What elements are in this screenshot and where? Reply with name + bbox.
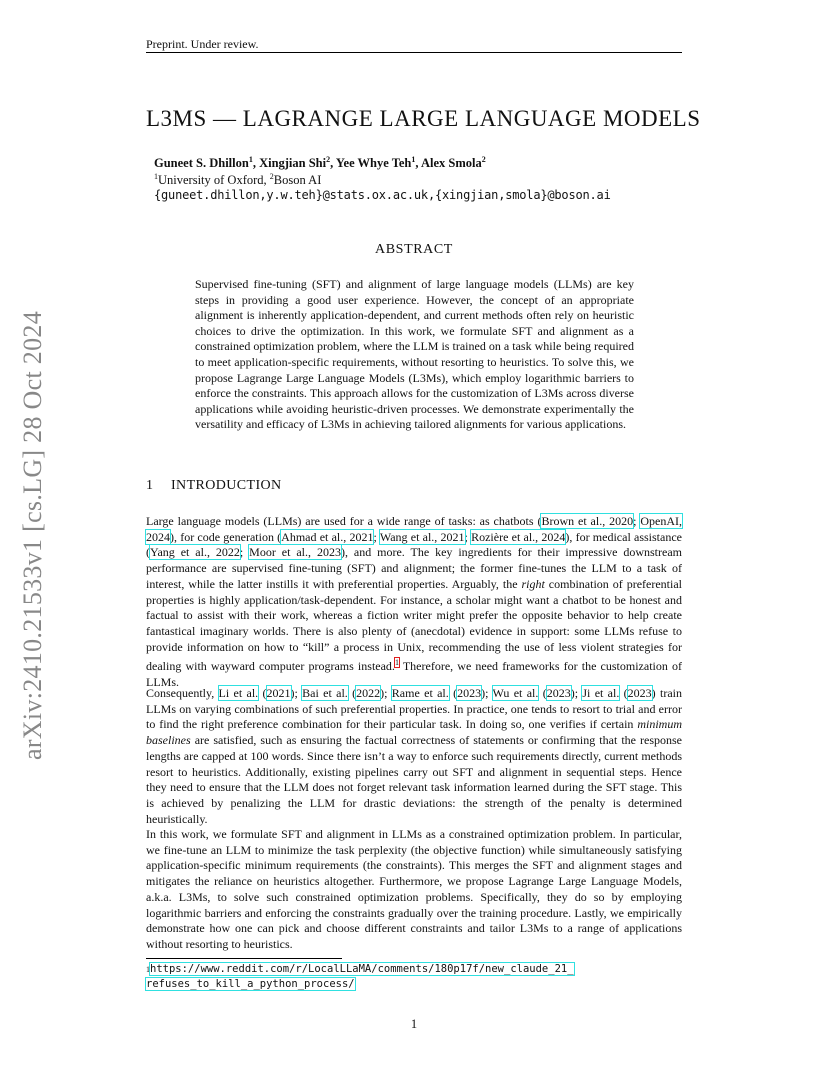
footnote-url-link[interactable]: https://www.reddit.com/r/LocalLLaMA/comments/180p17f/new_claude_21_ bbox=[150, 963, 574, 975]
abstract-body: Supervised fine-tuning (SFT) and alignment of large language models (LLMs) are key steps in providing a good user experience. However, the concept of an appropriate alignment is inherently application-dependent, and current methods often rely on heuristic choices to drive the optimization. In this work, we formulate SFT and alignment as a constrained optimization problem, where the LLM is trained on a task while being required to meet application-specific requirements, without resorting to heuristics. To solve this, we propose Lagrange Large Language Models (L3Ms), which employ logarithmic barriers to enforce the constraints. This approach allows for the customization of L3Ms across diverse applications while avoiding heuristic-driven processes. We demonstrate experimentally the versatility and efficacy of L3Ms in achieving tailored alignments for various applications. bbox=[195, 277, 634, 432]
paper-title: L3MS — LAGRANGE LARGE LANGUAGE MODELS bbox=[146, 106, 701, 131]
body-text: ); bbox=[570, 686, 583, 700]
emphasis-text: minimum baselines bbox=[146, 717, 682, 748]
body-text: ; bbox=[239, 545, 250, 560]
citation-link[interactable]: Rozière et al., 2024 bbox=[471, 529, 566, 544]
page-number: 1 bbox=[410, 1017, 418, 1031]
emphasis-text: right bbox=[521, 576, 545, 591]
body-text: ; bbox=[464, 529, 472, 544]
header-rule bbox=[146, 52, 682, 53]
citation-year-link[interactable]: 2023 bbox=[546, 686, 571, 700]
footnote-mark: 1 bbox=[146, 965, 150, 974]
body-text: ); bbox=[380, 686, 392, 700]
body-text: ( bbox=[538, 686, 547, 700]
citation-link[interactable]: Rame et al. bbox=[391, 686, 449, 700]
affiliation-oxford: University of Oxford, bbox=[158, 173, 270, 188]
body-text: ), for medical assistance ( bbox=[146, 529, 682, 560]
footnote-url-link-cont[interactable]: refuses_to_kill_a_python_process/ bbox=[146, 978, 355, 990]
body-text: Large language models (LLMs) are used for a wide range of tasks: as chatbots ( bbox=[146, 514, 542, 528]
citation-link[interactable]: Bai et al. bbox=[302, 686, 348, 700]
footnote bbox=[146, 962, 686, 992]
body-text: Consequently, bbox=[146, 686, 219, 700]
author-affil-sup: 1 bbox=[248, 155, 253, 164]
citation-link[interactable]: Yang et al., 2022 bbox=[150, 545, 240, 560]
citation-link[interactable]: Ahmad et al., 2021 bbox=[281, 529, 374, 544]
body-text: ); bbox=[290, 686, 303, 700]
citation-link[interactable]: Li et al. bbox=[218, 686, 259, 700]
section-heading bbox=[146, 478, 282, 494]
body-text: ; bbox=[373, 529, 380, 544]
affiliations bbox=[154, 172, 321, 188]
abstract-title: ABSTRACT bbox=[375, 242, 453, 257]
citation-link[interactable]: Ji et al. bbox=[582, 686, 620, 700]
citation-link[interactable]: Wang et al., 2021 bbox=[379, 529, 465, 544]
body-text: ); bbox=[481, 686, 493, 700]
intro-paragraph-1 bbox=[146, 514, 682, 691]
author-list: Guneet S. Dhillon$^1$, Xingjian Shi$^2$, Yee Whye Teh$^1$, Alex Smola$^2$ bbox=[154, 155, 486, 171]
body-text: ( bbox=[258, 686, 267, 700]
body-text: ), for code generation ( bbox=[170, 529, 282, 544]
running-header: Preprint. Under review. bbox=[146, 37, 259, 51]
body-text: ( bbox=[619, 686, 628, 700]
author-emails: {guneet.dhillon,y.w.teh}@stats.ox.ac.uk,{xingjian,smola}@boson.ai bbox=[154, 188, 611, 202]
author-name: Xingjian Shi bbox=[259, 156, 327, 171]
citation-link[interactable]: Moor et al., 2023 bbox=[249, 545, 341, 560]
citation-link[interactable]: Brown et al., 2020 bbox=[541, 514, 634, 528]
affil-sup: 1 bbox=[154, 172, 158, 181]
affiliation-boson: Boson AI bbox=[273, 173, 322, 188]
author-name: Yee Whye Teh bbox=[335, 156, 412, 171]
citation-year-link[interactable]: 2023 bbox=[627, 686, 652, 700]
footnote-rule bbox=[146, 958, 342, 959]
citation-link[interactable]: OpenAI, 2024 bbox=[146, 514, 682, 544]
citation-year-link[interactable]: 2023 bbox=[457, 686, 482, 700]
body-text: ), and more. The key ingredients for their impressive downstream performance are supervised fine-tuning (SFT) and alignment; the former fine-tunes the LLM to a task of interest, while the latter instills it with preferential properties. Arguably, the bbox=[146, 545, 682, 591]
body-text: ( bbox=[347, 686, 357, 700]
affil-sup: 2 bbox=[269, 172, 274, 181]
arxiv-side-stamp: arXiv:2410.21533v1 [cs.LG] 28 Oct 2024 bbox=[18, 311, 47, 760]
intro-paragraph-3: In this work, we formulate SFT and alignment in LLMs as a constrained optimization problem. In particular, we fine-tune an LLM to minimize the task perplexity (the objective function) while simultaneously satisfying application-specific minimum requirements (the constraints). This merges the SFT and alignment stages and mitigates the reliance on heuristics altogether. Furthermore, we propose Lagrange Large Language Models, a.k.a. L3Ms, to solve such constrained optimization problems. Specifically, they do so by employing logarithmic barriers and enforcing the constraints gradually over the training procedure. Lastly, we empirically demonstrate how one can pick and choose different constraints and tailor L3Ms to a range of applications without resorting to heuristics. bbox=[146, 827, 682, 951]
section-number: 1 bbox=[146, 478, 154, 493]
author-name: Guneet S. Dhillon bbox=[154, 156, 249, 171]
author-affil-sup: 2 bbox=[481, 155, 486, 164]
section-title: INTRODUCTION bbox=[171, 478, 282, 493]
footnote-ref-link[interactable]: 1 bbox=[394, 658, 399, 668]
citation-link[interactable]: Wu et al. bbox=[492, 686, 539, 700]
intro-paragraph-2 bbox=[146, 686, 682, 827]
body-text: ( bbox=[448, 686, 458, 700]
body-text: ; bbox=[633, 514, 641, 528]
author-name: Alex Smola bbox=[420, 156, 482, 171]
citation-year-link[interactable]: 2022 bbox=[356, 686, 381, 700]
body-text: Therefore, we need frameworks for the customization of LLMs. bbox=[146, 659, 682, 690]
citation-year-link[interactable]: 2021 bbox=[266, 686, 291, 700]
body-text: combination of preferential properties is highly application/task-dependent. For instance, a scholar might want a chatbot to be honest and factual to assist with their work, whereas a fiction writer might prefer the opposite behavior to help create fantastical imaginary worlds. There is also plenty of (anecdotal) evidence in support: some LLMs refuse to provide information on how to “kill” a process in Unix, recommending the use of less violent strategies for dealing with wayward computer programs instead. bbox=[146, 576, 683, 674]
author-affil-sup: 2 bbox=[326, 155, 331, 164]
author-affil-sup: 1 bbox=[411, 155, 416, 164]
body-text: are satisfied, such as ensuring the factual correctness of statements or confirming that the response lengths are capped at 100 words. Since there isn’t a way to enforce such requirements directly, current methods resort to heuristics. Additionally, existing pipelines carry out SFT and alignment in sequential steps. Hence they need to ensure that the LLM does not forget relevant task information learned during the SFT stage. This is achieved by penalizing the LLM for drastic deviations: the strength of the penalty is determined heuristically. bbox=[146, 733, 682, 826]
body-text: ) train LLMs on varying combinations of such preferential properties. In practice, one tends to resort to trial and error to find the right preference combination for their particular task. In doing so, one verifies if certain bbox=[146, 686, 682, 732]
